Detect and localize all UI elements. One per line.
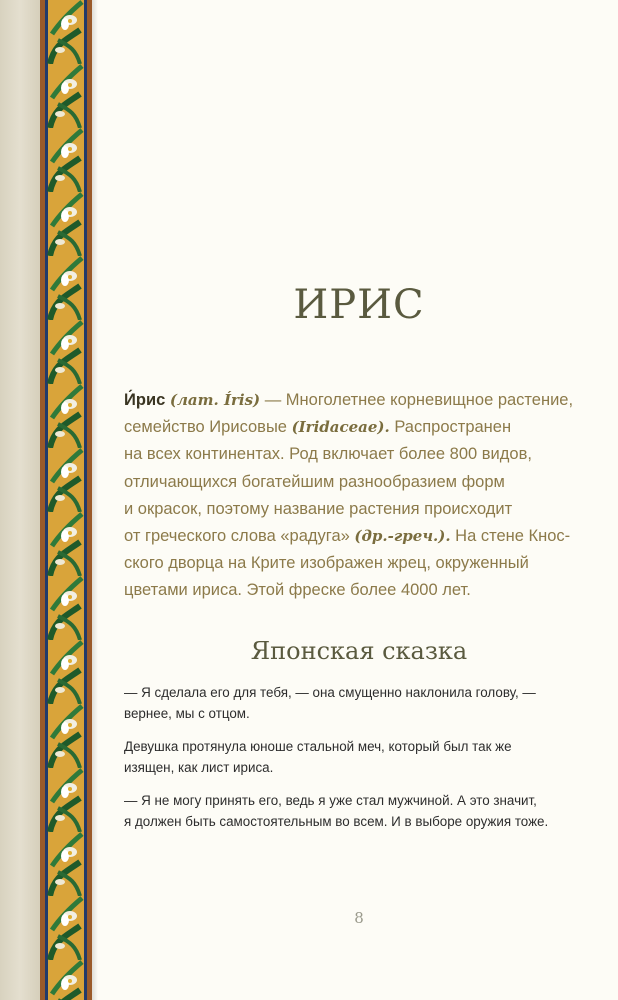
intro-line: [124, 387, 574, 414]
page-gutter-shadow: [92, 0, 98, 1000]
intro-text: Распространен: [389, 418, 512, 437]
intro-text: от греческого слова «радуга»: [124, 527, 355, 546]
story-paragraph: [124, 736, 564, 778]
intro-text: семейство Ирисовые: [124, 418, 292, 437]
section-title: Японская сказка: [250, 637, 468, 665]
greek-note: (др.-греч.).: [354, 527, 451, 546]
latin-name: (лат. Íris): [169, 391, 261, 409]
story-line: — Я не могу принять его, ведь я уже стал мужчиной. А это значит,: [124, 793, 537, 808]
intro-line: и окрасок, поэтому название растения происходит: [124, 499, 513, 518]
page-title: ИРИС: [293, 282, 425, 328]
intro-line: [124, 414, 564, 441]
story-line: изящен, как лист ириса.: [124, 760, 274, 775]
iris-term: И́рис: [124, 391, 166, 409]
intro-text: На стене Кнос-: [450, 527, 571, 546]
story-line: Девушка протянула юноше стальной меч, который был так же: [124, 739, 512, 754]
story-line: я должен быть самостоятельным во всем. И в выборе оружия тоже.: [124, 814, 549, 829]
intro-line: ского дворца на Крите изображен жрец, окруженный: [124, 554, 529, 573]
decorative-iris-border: [40, 0, 92, 1000]
family-latin-name: (Iridaceae).: [291, 418, 390, 437]
story-line: вернее, мы с отцом.: [124, 706, 250, 721]
page-number: 8: [354, 909, 364, 927]
paper-edge: [0, 0, 40, 1000]
intro-line: отличающихся богатейшим разнообразием форм: [124, 472, 505, 491]
story-paragraph: [124, 790, 564, 832]
story-paragraph: [124, 682, 564, 724]
intro-paragraph: [124, 387, 574, 605]
intro-line: [124, 523, 571, 550]
story-line: — Я сделала его для тебя, — она смущенно наклонила голову, —: [124, 685, 536, 700]
intro-line: цветами ириса. Этой фреске более 4000 лет.: [124, 581, 471, 600]
intro-line: на всех континентах. Род включает более 800 видов,: [124, 445, 532, 464]
intro-text: — Многолетнее корневищное растение,: [260, 391, 574, 409]
